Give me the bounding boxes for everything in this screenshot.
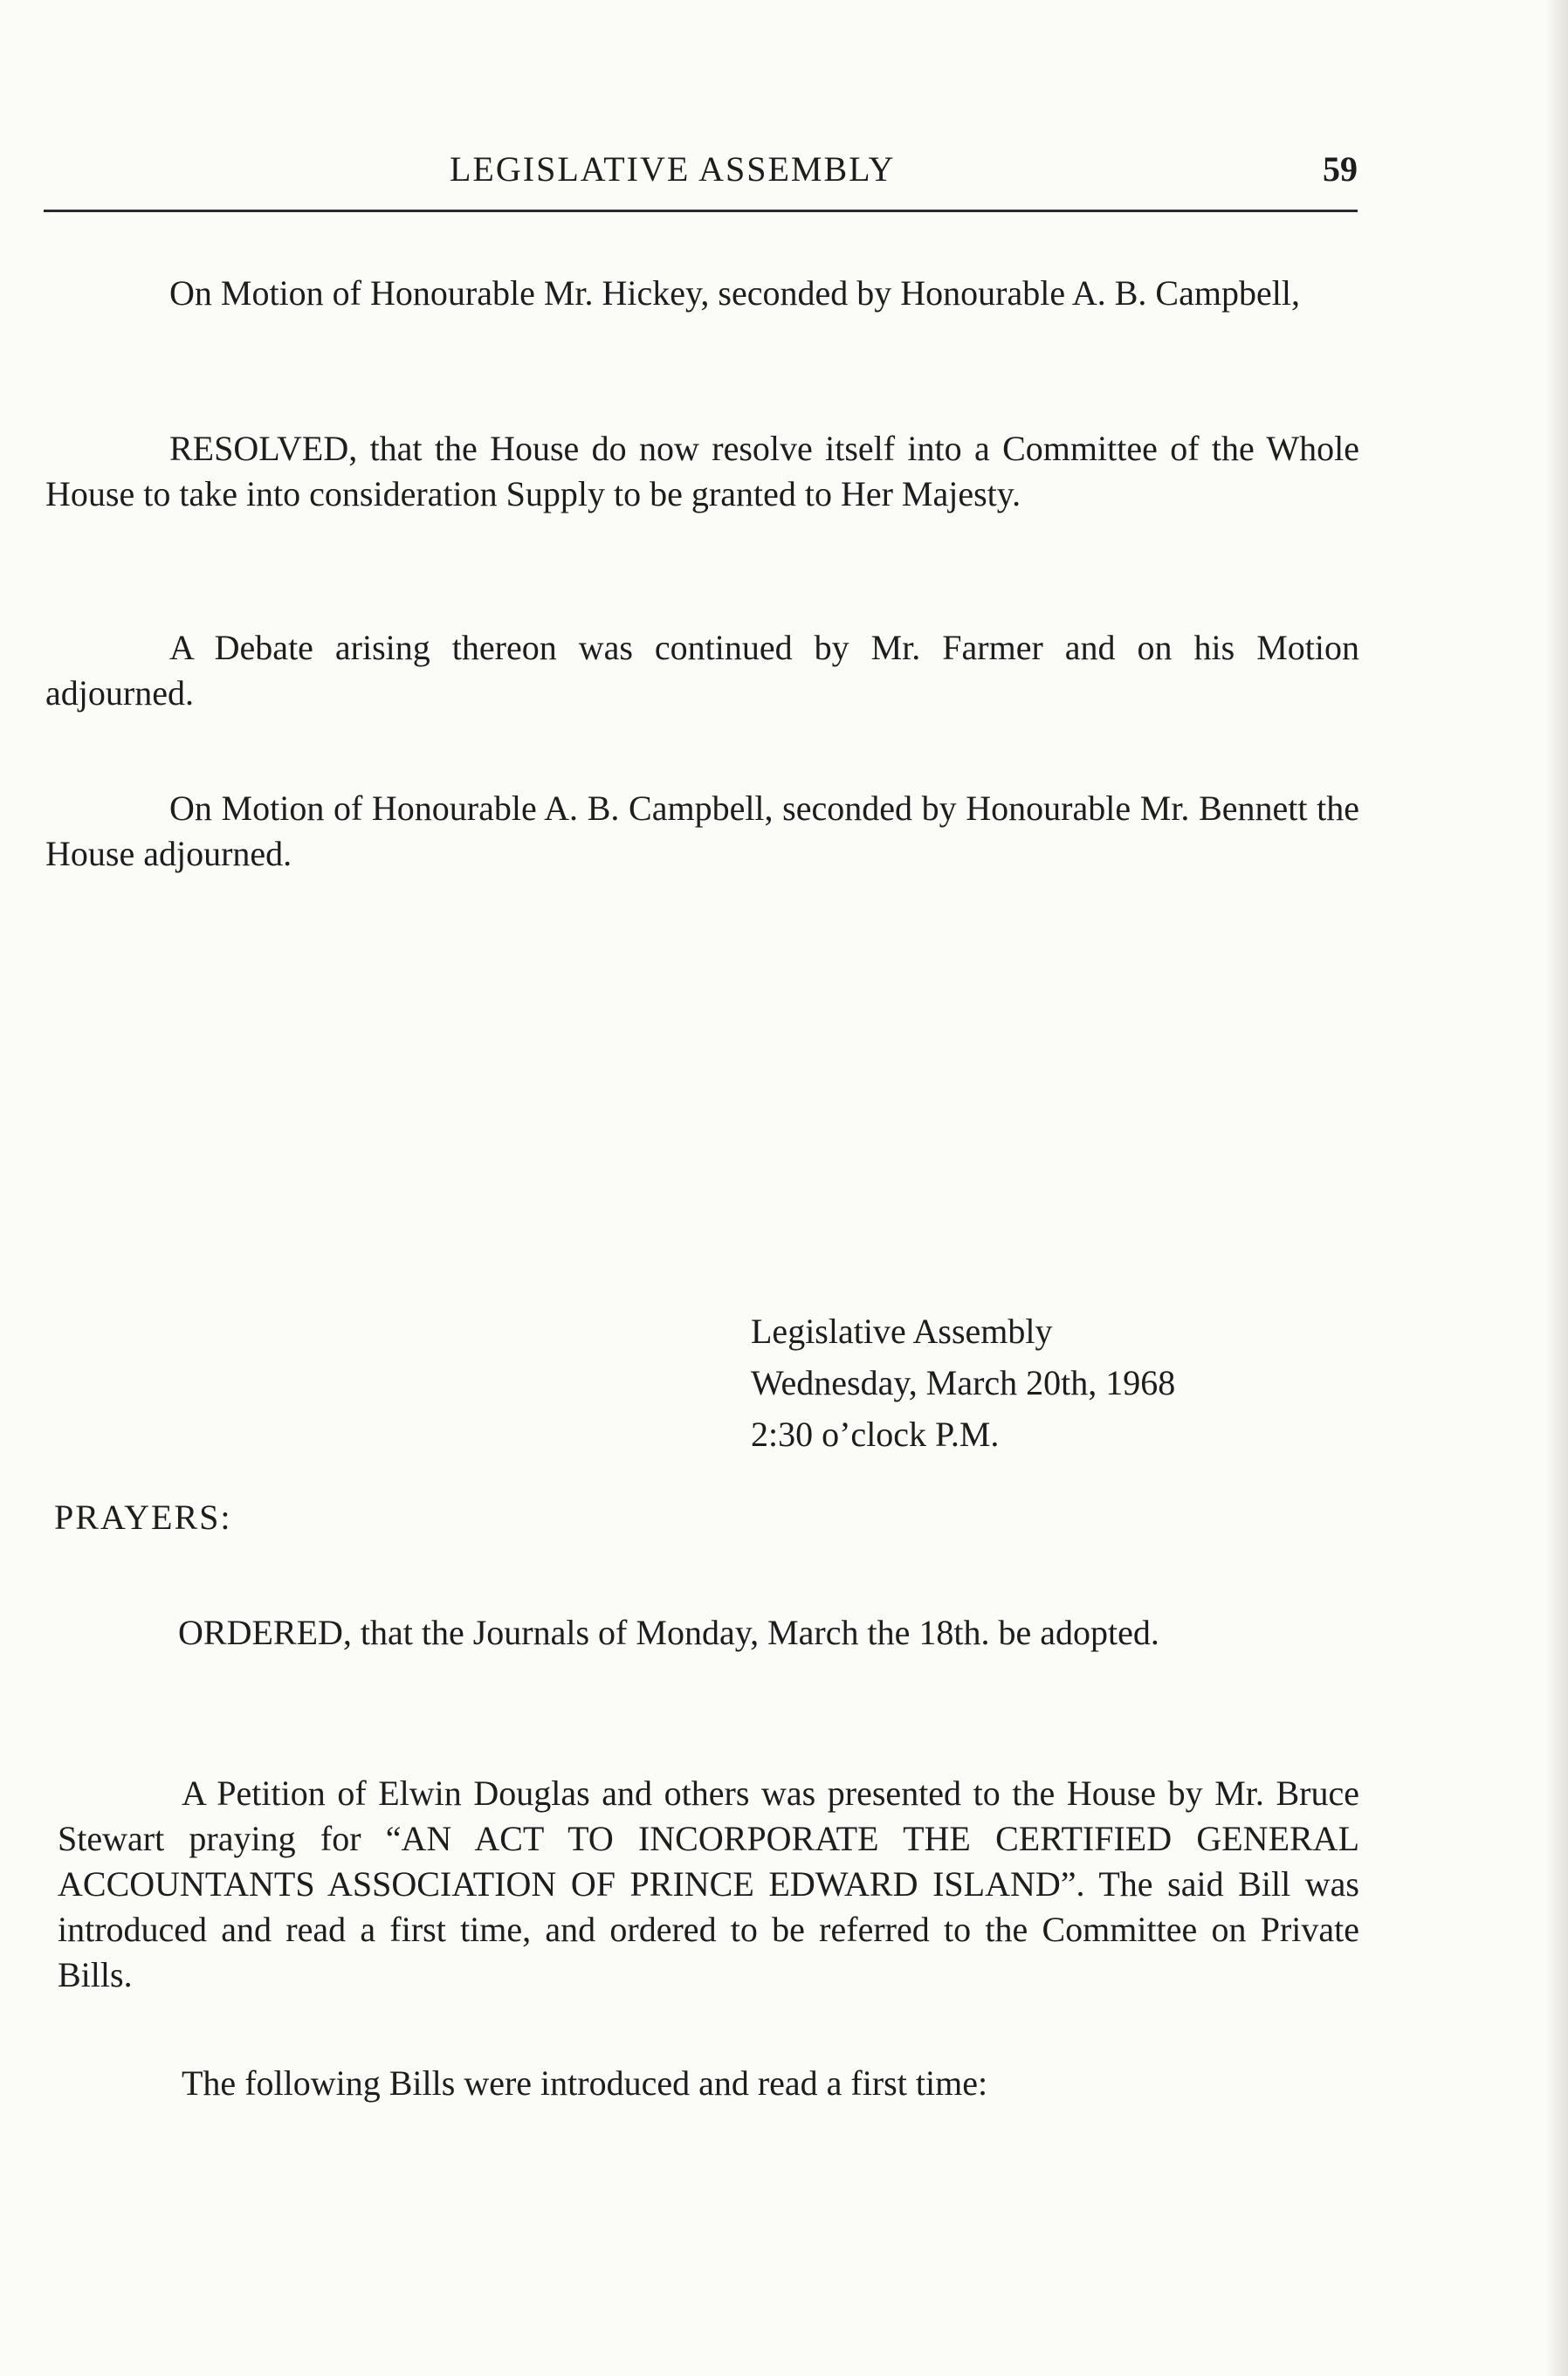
header-title: LEGISLATIVE ASSEMBLY [450, 149, 896, 189]
sitting-body: Legislative Assembly [751, 1312, 1053, 1351]
page-number: 59 [1323, 149, 1358, 189]
page-edge-shadow [1545, 0, 1568, 2376]
sitting-heading [751, 1305, 1175, 1460]
ordered-paragraph: ORDERED, that the Journals of Monday, March the 18th. be adopted. [178, 1613, 1159, 1652]
motion-supply-paragraph: On Motion of Honourable Mr. Hickey, seconded by Honourable A. B. Campbell, [169, 273, 1300, 313]
bills-intro-paragraph: The following Bills were introduced and read a first time: [182, 2063, 988, 2103]
sitting-date: Wednesday, March 20th, 1968 [751, 1363, 1176, 1402]
running-header [44, 148, 1358, 212]
petition-paragraph: A Petition of Elwin Douglas and others was presented to the House by Mr. Bruce Stewart praying for “AN ACT TO INCORPORATE THE CERTIFIED GENERAL ACCOUNTANTS ASSOCIATION OF PRINCE EDWARD ISLAND”. The said Bill was introduced and read a first time, and ordered to be referred to the Committee on Private Bills. [58, 1773, 1359, 1994]
debate-paragraph: A Debate arising thereon was continued by Mr. Farmer and on his Motion adjourned. [45, 628, 1359, 713]
resolved-paragraph: RESOLVED, that the House do now resolve itself into a Committee of the Whole House to take into consideration Supply to be granted to Her Majesty. [45, 429, 1359, 513]
prayers-label: PRAYERS: [54, 1498, 232, 1537]
adjournment-paragraph: On Motion of Honourable A. B. Campbell, seconded by Honourable Mr. Bennett the House adjourned. [45, 789, 1359, 873]
sitting-time: 2:30 o’clock P.M. [751, 1415, 1000, 1454]
